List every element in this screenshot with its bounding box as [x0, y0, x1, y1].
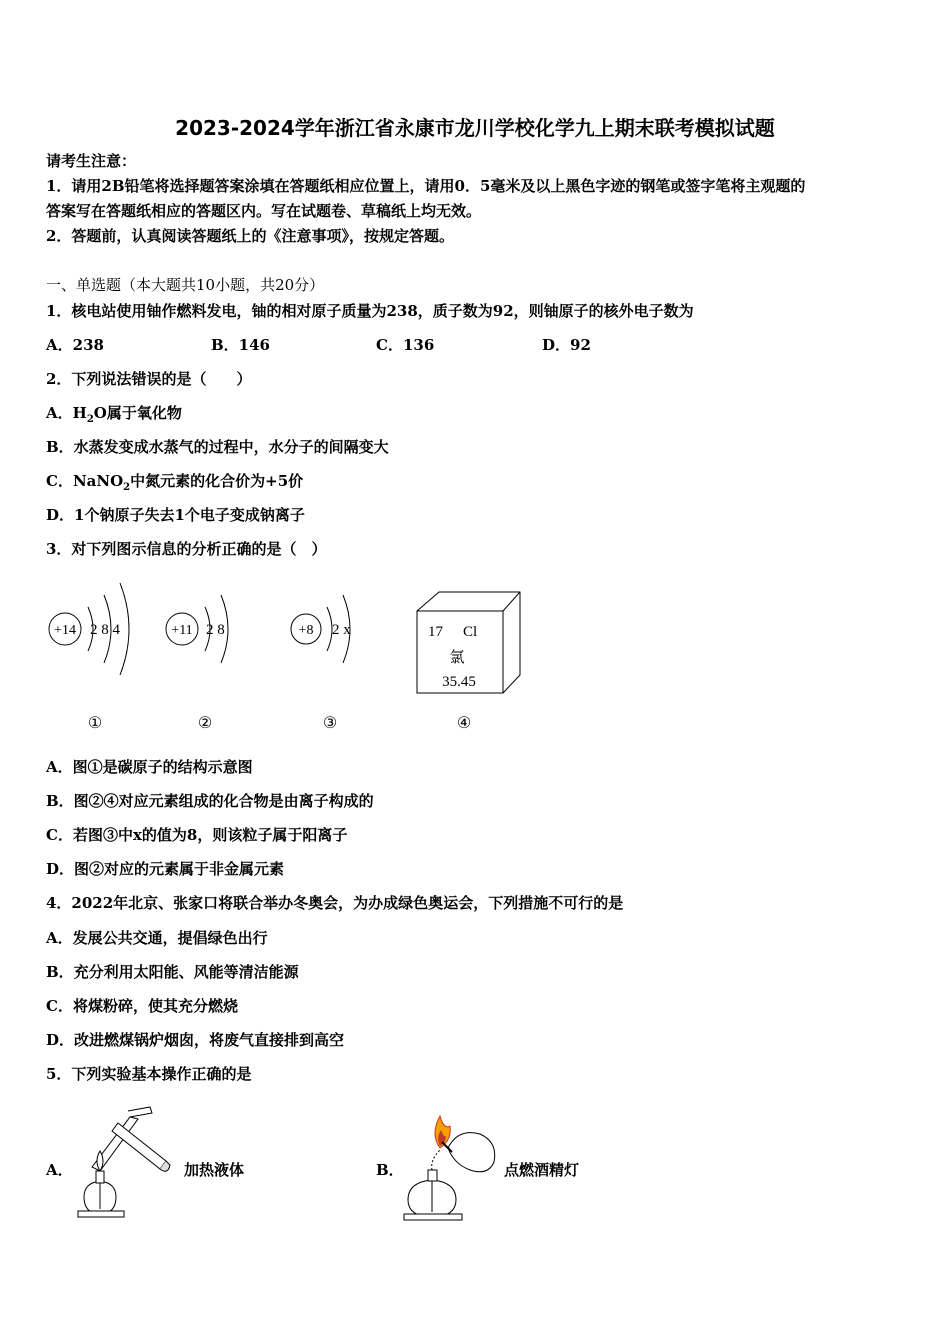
element-name: 氯: [449, 650, 465, 666]
q3-stem: 3．对下列图示信息的分析正确的是（ ）: [46, 540, 327, 558]
q3-option-c: C．若图③中x的值为8，则该粒子属于阳离子: [46, 826, 348, 844]
q2-option-b: B．水蒸发变成水蒸气的过程中，水分子的间隔变大: [46, 438, 389, 456]
figure-label-4: ④: [456, 715, 472, 732]
q5-option-a-text: 加热液体: [184, 1161, 245, 1179]
q4-option-a: A．发展公共交通，提倡绿色出行: [46, 929, 268, 947]
element-card: [417, 592, 520, 732]
notice-line-2: 2．答题前，认真阅读答题纸上的《注意事项》，按规定答题。: [46, 227, 454, 245]
atom-diagram-3: [291, 595, 351, 732]
atom-2-nucleus: +11: [171, 623, 193, 638]
q4-option-c: C．将煤粉碎，使其充分燃烧: [46, 997, 238, 1015]
q3-option-a: A．图①是碳原子的结构示意图: [46, 758, 253, 776]
q2-stem: 2．下列说法错误的是（ ）: [46, 370, 252, 388]
notice-heading: 请考生注意：: [46, 152, 137, 170]
q3-option-b: B．图②④对应元素组成的化合物是由离子构成的: [46, 792, 374, 810]
q1-option-c: C．136: [376, 336, 435, 354]
lighting-alcohol-lamp-illustration: [400, 1112, 505, 1224]
q1-option-b: B．146: [211, 336, 270, 354]
notice-line-1: 1．请用2B铅笔将选择题答案涂填在答题纸相应位置上，请用0．5毫米及以上黑色字迹的钢笔或签字笔将主观题的: [46, 177, 806, 195]
notice-line-1-cont: 答案写在答题纸相应的答题区内。写在试题卷、草稿纸上均无效。: [46, 202, 482, 220]
q5-option-a-letter: A．: [46, 1161, 73, 1179]
atom-diagram-2: [166, 595, 228, 732]
element-number: 17: [428, 624, 443, 640]
q4-option-b: B．充分利用太阳能、风能等清洁能源: [46, 963, 299, 981]
q5-option-b-letter: B．: [376, 1161, 404, 1179]
element-symbol: Cl: [463, 624, 478, 640]
atom-1-shells: 2 8 4: [90, 622, 120, 638]
q4-stem: 4．2022年北京、张家口将联合举办冬奥会，为办成绿色奥运会，下列措施不可行的是: [46, 894, 624, 912]
q2-option-a: A．$H_2O$属于氧化物: [46, 404, 182, 425]
atom-diagram-1: [49, 583, 129, 732]
q3-figure: [40, 565, 540, 745]
q2-option-d: D．1个钠原子失去1个电子变成钠离子: [46, 506, 305, 524]
q1-stem: 1．核电站使用铀作燃料发电，铀的相对原子质量为238，质子数为92，则铀原子的核外电子数为: [46, 302, 694, 320]
q3-option-d: D．图②对应的元素属于非金属元素: [46, 860, 285, 878]
figure-label-1: ①: [87, 715, 103, 732]
q5-option-b-text: 点燃酒精灯: [504, 1161, 580, 1179]
page-title: 2023-2024学年浙江省永康市龙川学校化学九上期末联考模拟试题: [175, 116, 775, 140]
q4-option-d: D．改进燃煤锅炉烟囱，将废气直接排到高空: [46, 1031, 345, 1049]
element-mass: 35.45: [442, 674, 476, 690]
atom-1-nucleus: +14: [54, 623, 76, 638]
q2-option-c: C．NaNO$_2$中氮元素的化合价为+5价: [46, 472, 304, 493]
q5-stem: 5．下列实验基本操作正确的是: [46, 1065, 252, 1083]
atom-3-nucleus: +8: [298, 623, 314, 638]
figure-label-2: ②: [197, 715, 213, 732]
section-heading: 一、单选题（本大题共10小题，共20分）: [46, 276, 325, 294]
heating-liquid-illustration: [70, 1105, 185, 1225]
figure-label-3: ③: [322, 715, 338, 732]
q1-option-d: D．92: [542, 336, 591, 354]
q1-option-a: A．238: [46, 336, 104, 354]
atom-2-shells: 2 8: [206, 622, 225, 638]
atom-3-shells: 2 x: [332, 622, 351, 638]
